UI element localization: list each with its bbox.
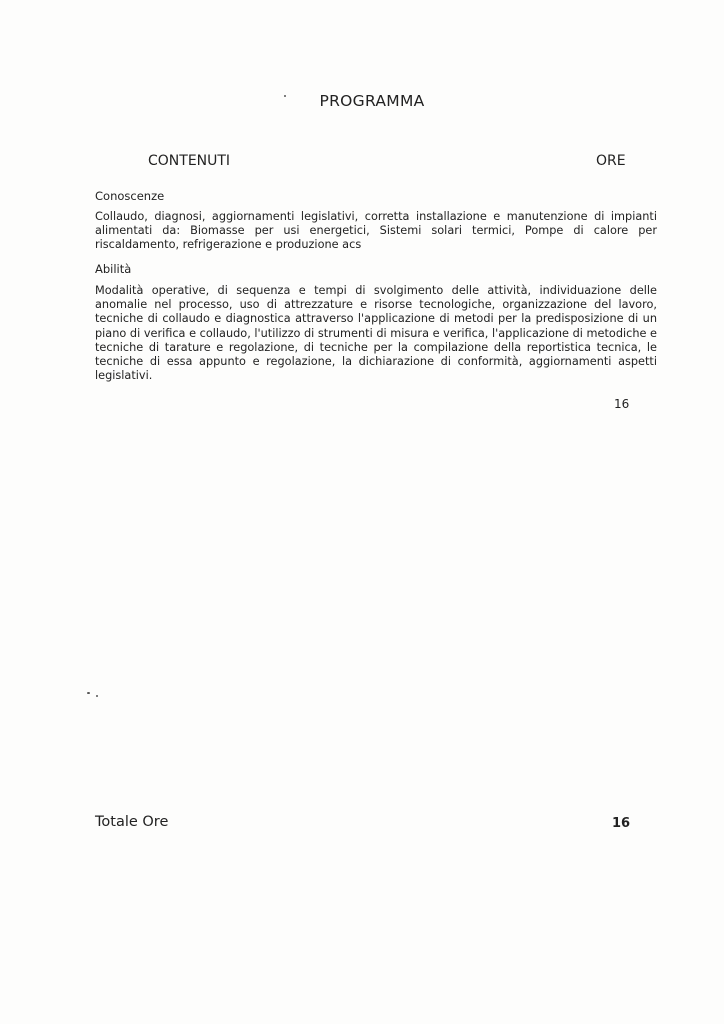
scan-speck [87, 692, 90, 694]
section-text-conoscenze: Collaudo, diagnosi, aggiornamenti legislativi, corretta installazione e manutenzione di impianti alimentati da: Biomasse per usi energetici, Sistemi solari termici, Pompe di calore per riscaldamento, refrigerazione e produzione acs [95, 210, 657, 252]
total-hours-label: Totale Ore [95, 814, 169, 830]
section-text-abilita: Modalità operative, di sequenza e tempi di svolgimento delle attività, individuazione delle anomalie nel processo, uso di attrezzature e risorse tecnologiche, organizzazione del lavoro, tecniche di collaudo e diagnostica attraverso l'applicazione di metodi per la predisposizione di un piano di verifica e collaudo, l'utilizzo di strumenti di misura e verifica, l'applicazione di metodiche e tecniche di tarature e regolazione, di tecniche per la compilazione della reportistica tecnica, le tecniche di essa appunto e regolazione, la dichiarazione di conformità, aggiornamenti aspetti legislativi. [95, 284, 657, 383]
section-label-conoscenze: Conoscenze [95, 189, 165, 203]
section-hours: 16 [614, 397, 630, 411]
column-header-hours: ORE [596, 153, 626, 169]
scan-speck [96, 695, 98, 697]
page-title: PROGRAMMA [319, 92, 425, 110]
section-label-abilita: Abilità [95, 262, 132, 276]
scan-speck [284, 95, 286, 97]
column-header-contents: CONTENUTI [148, 153, 231, 169]
total-hours-value: 16 [612, 816, 631, 831]
